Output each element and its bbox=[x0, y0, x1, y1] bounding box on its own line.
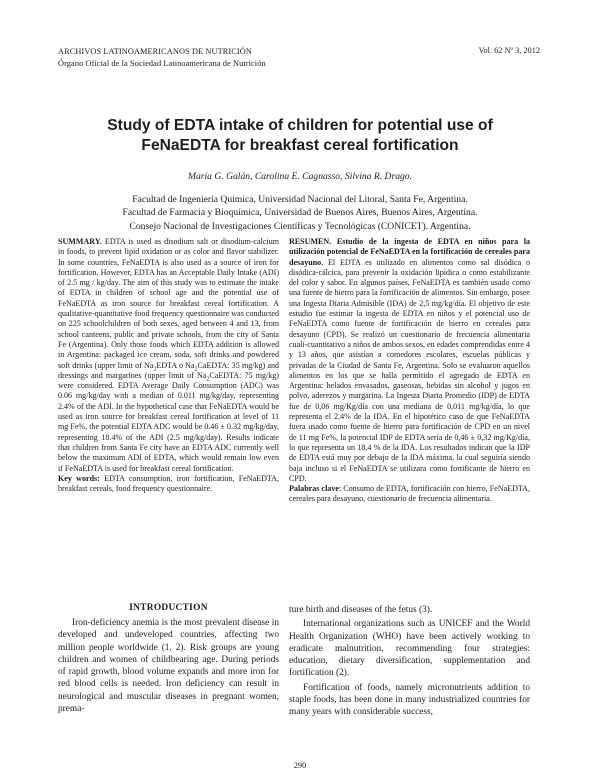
author-list: María G. Galán, Carolina E. Cagnasso, Silvina R. Drago. bbox=[187, 171, 413, 182]
subscript: 2 bbox=[206, 376, 210, 383]
affiliation-3: Consejo Nacional de Investigaciones Científicas y Tecnológicas (CONICET). Argentina. bbox=[129, 220, 471, 232]
summary-text-2: EDTA o Na bbox=[156, 360, 195, 370]
article-title bbox=[60, 116, 540, 156]
title-line-2: FeNaEDTA for breakfast cereal fortification bbox=[141, 137, 459, 154]
resumen-keywords bbox=[289, 484, 530, 505]
palabras-clave-label: Palabras clave bbox=[289, 484, 339, 494]
summary-text-3: CaEDTA: 35 mg/kg) and dressings and margarines (upper limit of Na bbox=[58, 360, 279, 380]
journal-organ: Órgano Oficial de la Sociedad Latinoamericana de Nutrición bbox=[58, 59, 266, 68]
affiliation-2: Facultad de Farmacia y Bioquímica, Universidad de Buenos Aires, Buenos Aires, Argentina. bbox=[122, 207, 478, 219]
resumen-abstract bbox=[289, 237, 530, 505]
resumen-text: El EDTA es utilizado en alimentos como sal disódica o disódica-cálcica, para prevenir la oxidación lipídica o como estabilizante del color y sabor. En algunos países, FeNaEDTA es también usado como una fuente de hierro para la fortificación de alimentos. Sin embargo, posee una Ingesta Diaria Admisible (IDA) de 2,5 mg/kg/día. El objetivo de este estudio fue estimar la ingesta de EDTA en niños y el potencial uso de FeNaEDTA como fuente de fortificación de hierro en cereales para desayuno (CPD). Se realizó un cuestionario de frecuencia alimentaria cuali-cuantitativo a niños de ambos sexos, en edades comprendidas entre 4 y 13 años, que asistían a comedores escolares, escuelas públicas y privadas de la Ciudad de Santa Fe, Argentina. Solo se evaluaron aquellos alimentos en los que se halla permitido el agregado de EDTA en Argentina: helados envasados, gaseosas, bebidas sin alcohol y jugos en polvo, aderezos y margarina. La Ingesta Diaria Promedio (IDP) de EDTA fue de 0,06 mg/Kg/día con una mediana de 0,011 mg/kg/día, lo que representa el 2,4% de la IDA. En el hipotético caso de que FeNaEDTA fuera usado como fuente de hierro para fortificación de CPD en un nivel de 11 mg Fe%, la potencial IDP de EDTA sería de 0,46 ± 0,32 mg/Kg/día, lo que representa un 18,4 % de la IDA. Los resultados indican que la IDP de EDTA está muy por debajo de la IDA máxima, la cual seguiría siendo baja incluso si el FeNaEDTA se utilizara como fortificante de hierro en CPD. bbox=[289, 257, 530, 483]
intro-paragraph: Iron-deficiency anemia is the most prevalent disease in developed and undeveloped countries, affecting two million people worldwide (1, 2). Risk groups are young children and women of childbearing age. During periods of rapid growth, blood volume expands and more iron for red blood cells is needed. Iron deficiency can result in neurological and muscular diseases in pregnant women, prema- bbox=[58, 618, 279, 714]
summary-text-4: CaEDTA: 75 mg/kg) were considered. EDTA Average Daily Consumption (ADC) was 0.06 mg/kg/day with a median of 0.011 mg/kg/day, representing 2.4% of the ADI. In the hypothetical case that FeNaEDTA would be used as iron source for breakfast cereal fortification at level of 11 mg Fe%, the potential EDTA ADC would be 0.46 ± 0.32 mg/kg/day, representing 18.4% of the ADI (2.5 mg/kg/day). Results indicate that children from Santa Fe city have an EDTA ADC currently well below the maximum ADI of EDTA, which would remain low even if FeNaEDTA is used for breakfast cereal fortification. bbox=[58, 370, 279, 473]
running-header bbox=[58, 46, 266, 70]
palabras-clave-text: : Consumo de EDTA, fortificación con hierro, FeNaEDTA, cereales para desayuno, cuestionario de frecuencia alimentaria. bbox=[289, 484, 530, 504]
section-heading-introduction: INTRODUCTION bbox=[129, 603, 208, 613]
subscript: 2 bbox=[153, 366, 157, 373]
page-number: 290 bbox=[293, 761, 307, 770]
body-column-left bbox=[58, 617, 279, 715]
summary-text-1: EDTA is used as disodium salt or disodium-calcium in foods, to prevent lipid oxidation or as color and flavor stabilizer. In some countries, FeNaEDTA is also used as a source of iron for fortification. However, EDTA has an Acceptable Daily Intake (ADI) of 2.5 mg / kg/day. The aim of this study was to estimate the intake of EDTA in children of school age and the potential use of FeNaEDTA as iron source for breakfast cereal fortification. A qualitative-quantitative food frequency questionnaire was conducted on 225 schoolchildren of both sexes, aged between 4 and 13, from school canteens, public and private schools, from the city of Santa Fe (Argentina). Only those foods which EDTA addition is allowed in Argentina: packaged ice cream, soda, soft drinks and powdered soft drinks (upper limit of Na bbox=[58, 237, 279, 370]
intro-paragraph: International organizations such as UNICEF and the World Health Organization (WHO) have been actively working to eradicate malnutrition, recommending four strategies: education, dietary diversification, supplementation and fortification (2). bbox=[289, 619, 530, 679]
affiliation-1: Facultad de Ingeniería Química, Universidad Nacional del Litoral, Santa Fe, Argentina. bbox=[132, 194, 468, 205]
volume-info: Vol. 62 Nº 3, 2012 bbox=[478, 46, 540, 55]
summary-abstract bbox=[58, 237, 279, 494]
affiliations bbox=[60, 193, 540, 233]
keywords-text: EDTA consumption, iron fortification, FeNaEDTA, breakfast cereals, food frequency questionnaire. bbox=[58, 473, 279, 494]
body-column-right bbox=[289, 604, 530, 718]
journal-name: ARCHIVOS LATINOAMERICANOS DE NUTRICIÓN bbox=[58, 47, 252, 56]
intro-paragraph: Fortification of foods, namely micronutrients addition to staple foods, has been done in many industrialized countries for many years with considerable success, bbox=[289, 682, 530, 717]
summary-keywords bbox=[58, 474, 279, 495]
title-line-1: Study of EDTA intake of children for potential use of bbox=[107, 117, 493, 134]
summary-label: SUMMARY. bbox=[58, 237, 102, 246]
resumen-label: RESUMEN. Estudio de la ingesta de EDTA en niños para la utilización potencial de FeNaEDTA en la fortificación de cereales para desayuno. bbox=[289, 237, 530, 267]
subscript: 2 bbox=[194, 366, 198, 373]
keywords-label: Key words: bbox=[58, 473, 100, 483]
intro-paragraph-continued: ture birth and diseases of the fetus (3). bbox=[289, 605, 433, 615]
